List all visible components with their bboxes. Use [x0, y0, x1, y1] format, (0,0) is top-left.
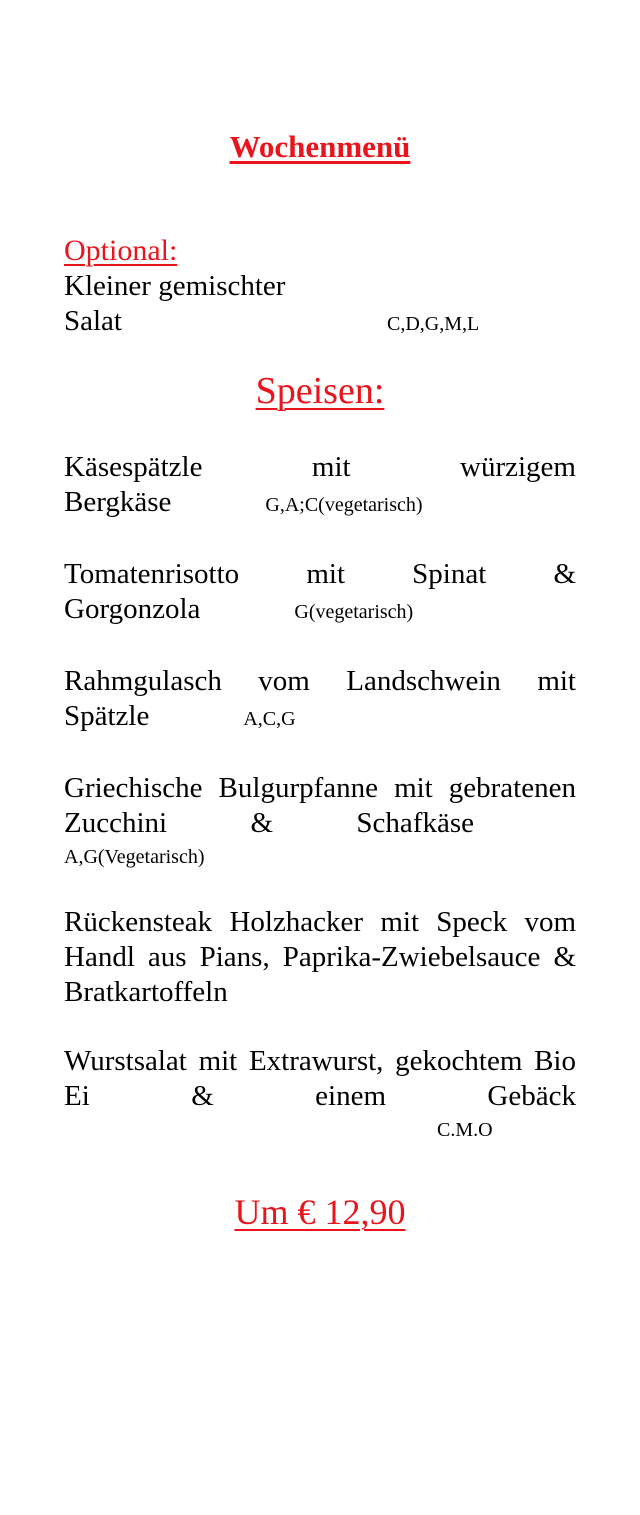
dish-item — [64, 905, 576, 1010]
dish-line — [64, 699, 576, 737]
dish-line — [64, 1079, 576, 1114]
dish-line-text: gebratenen — [448, 772, 576, 804]
dish-line-text: Handl — [64, 941, 135, 973]
dish-line-text: vom — [524, 906, 576, 938]
dish-line-text: mit — [380, 906, 420, 938]
dish-line — [64, 771, 576, 806]
dish-line — [64, 592, 576, 630]
dish-item — [64, 557, 576, 630]
allergens-line — [64, 1114, 576, 1144]
dish-line-text: aus — [147, 941, 187, 973]
dish-line-text: Griechische — [64, 772, 203, 804]
dish-item — [64, 269, 576, 342]
dish-line — [64, 269, 576, 304]
allergen-codes: A,G(Vegetarisch) — [64, 846, 205, 868]
page-title: Wochenmenü — [229, 129, 411, 164]
dish-line-text: Gebäck — [487, 1080, 576, 1112]
dish-line-text: mit — [311, 451, 351, 483]
menu-page — [0, 128, 640, 1515]
dish-line-text: & — [250, 807, 274, 839]
dish-line-text: & — [191, 1080, 214, 1112]
dish-line-text: einem — [315, 1080, 387, 1112]
dish-line-text: würzigem — [460, 451, 576, 483]
dish-line — [64, 806, 576, 841]
dish-line-text: Rückensteak — [64, 906, 213, 938]
dish-line — [64, 664, 576, 699]
dish-line-text: Käsespätzle — [64, 451, 203, 483]
dish-line-text: Schafkäse — [356, 807, 474, 839]
allergen-codes: A,C,G — [243, 708, 296, 730]
allergens-line — [64, 841, 576, 871]
dish-line-text: Holzhacker — [229, 906, 364, 938]
dish-line-text: Spätzle — [64, 700, 150, 732]
dish-line-text: mit — [198, 1045, 238, 1077]
dish-line — [64, 557, 576, 592]
dish-line — [64, 304, 576, 342]
dish-line-text: mit — [306, 558, 345, 590]
dish-line-text: & — [553, 558, 576, 590]
price-line: Um € 12,90 — [234, 1192, 406, 1232]
dish-line-text: & — [553, 941, 576, 973]
dish-item — [64, 771, 576, 871]
dish-line-text: mit — [537, 665, 576, 697]
dish-line-text: Bergkäse — [64, 486, 172, 518]
allergen-codes: C.M.O — [437, 1119, 493, 1141]
allergen-codes: C,D,G,M,L — [387, 313, 480, 335]
dish-line-text: Salat — [64, 305, 122, 337]
dish-line — [64, 975, 576, 1010]
dish-line-text: Kleiner gemischter — [64, 270, 286, 302]
dish-line — [64, 485, 576, 523]
dish-line-text: Bio — [534, 1045, 576, 1077]
dish-line-text: gekochtem — [395, 1045, 523, 1077]
dish-line-text: Paprika-Zwiebelsauce — [282, 941, 541, 973]
dish-line — [64, 905, 576, 940]
dish-line-text: Spinat — [412, 558, 487, 590]
allergen-codes: G,A;C(vegetarisch) — [265, 494, 423, 516]
dish-item — [64, 664, 576, 737]
dish-line-text: Landschwein — [346, 665, 501, 697]
dish-line-text: Gorgonzola — [64, 593, 201, 625]
dish-line-text: vom — [258, 665, 310, 697]
dish-line-text: Rahmgulasch — [64, 665, 222, 697]
optional-heading: Optional: — [64, 234, 178, 267]
allergen-codes: G(vegetarisch) — [294, 601, 414, 623]
dish-list — [64, 450, 576, 1144]
dish-line-text: Pians, — [199, 941, 270, 973]
optional-section — [64, 269, 576, 342]
dish-item — [64, 1044, 576, 1144]
dish-line — [64, 940, 576, 975]
dish-line — [64, 1044, 576, 1079]
dish-line-text: Tomatenrisotto — [64, 558, 240, 590]
dish-item — [64, 450, 576, 523]
dish-line-text: Bratkartoffeln — [64, 976, 228, 1008]
dish-line-text: Zucchini — [64, 807, 168, 839]
dish-line-text: Speck — [436, 906, 508, 938]
dish-line-text: Bulgurpfanne — [218, 772, 379, 804]
dish-line — [64, 450, 576, 485]
speisen-heading: Speisen: — [255, 370, 385, 412]
dish-line-text: Wurstsalat — [64, 1045, 187, 1077]
dish-line-text: mit — [394, 772, 433, 804]
dish-line-text: Extrawurst, — [248, 1045, 384, 1077]
dish-line-text: Ei — [64, 1080, 90, 1112]
